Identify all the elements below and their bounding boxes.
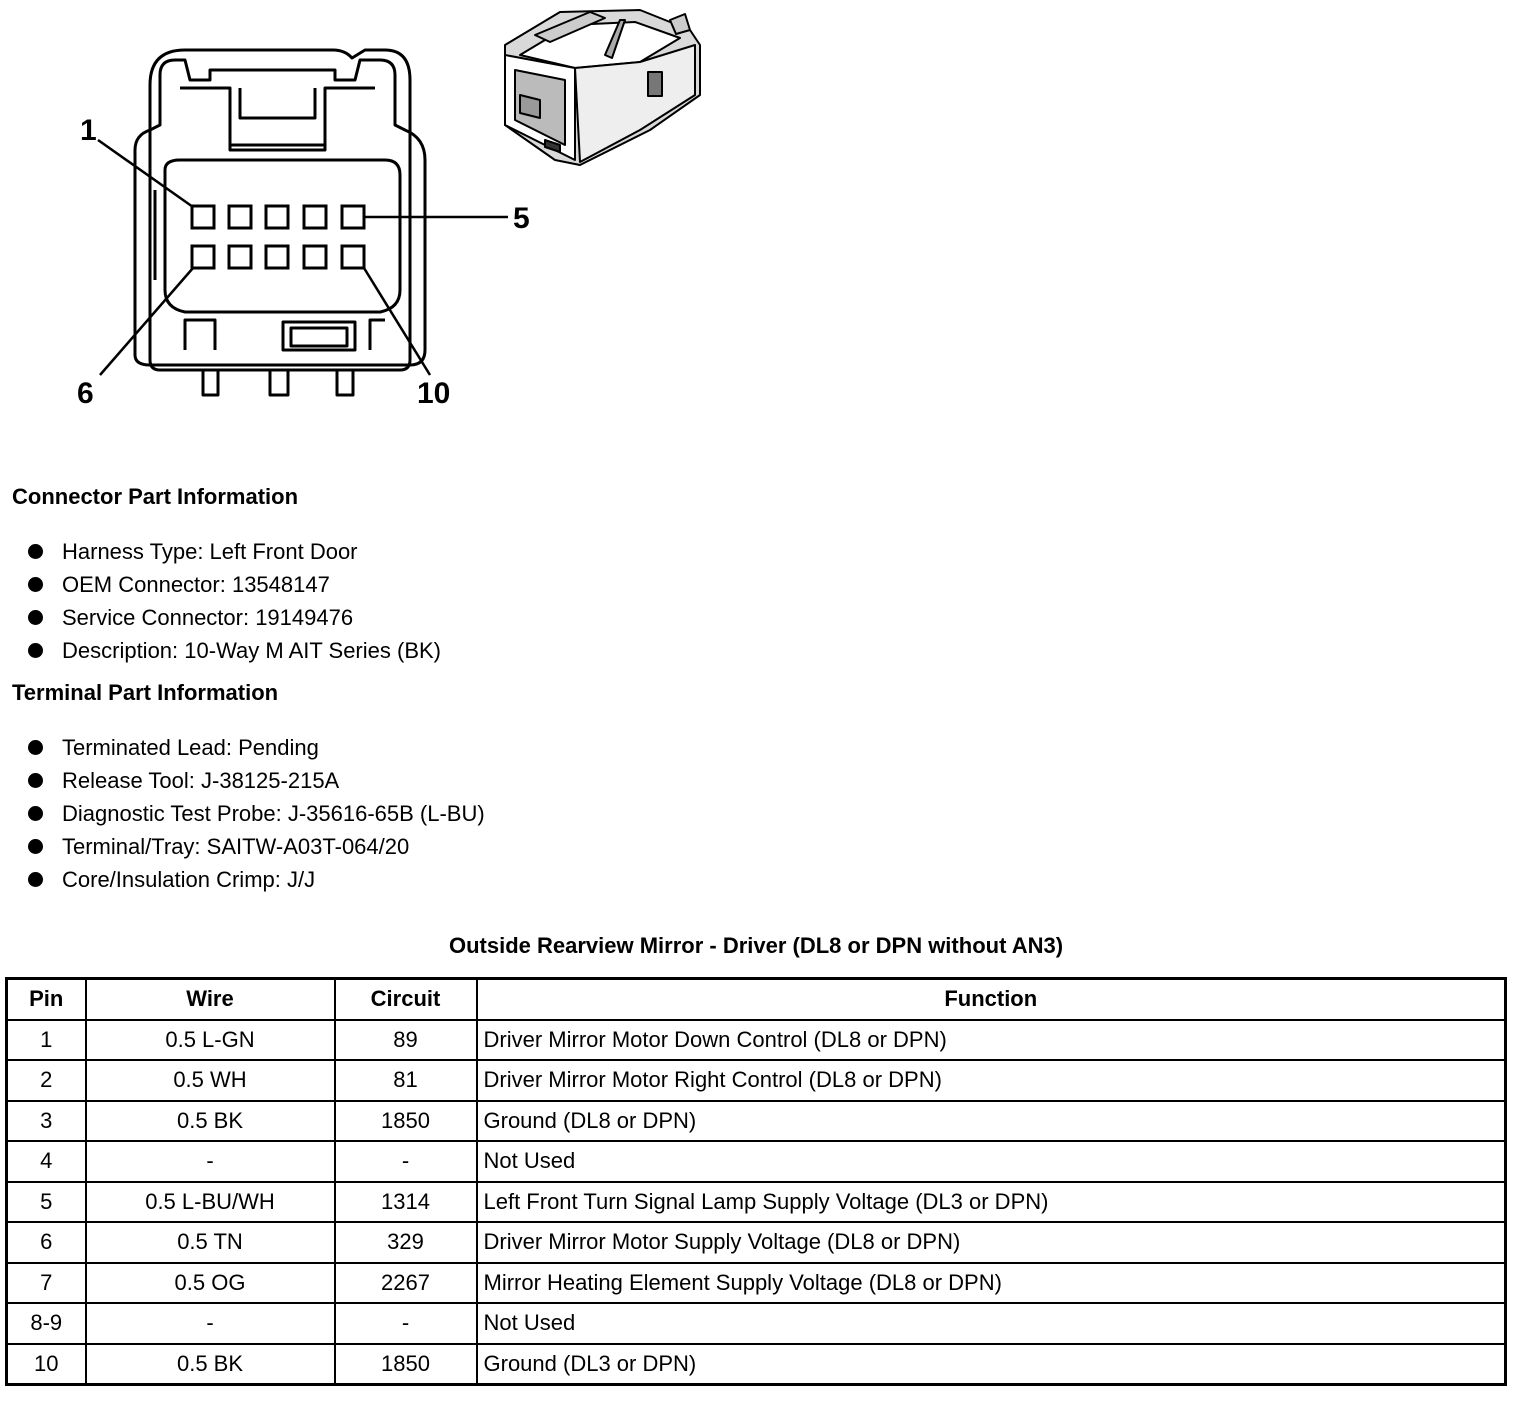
connector-face-drawing bbox=[0, 0, 760, 450]
pin-label-1: 1 bbox=[80, 114, 97, 147]
wire-cell: 0.5 BK bbox=[86, 1101, 335, 1142]
pin-cell: 1 bbox=[7, 1020, 86, 1061]
terminal-cavity-10 bbox=[342, 246, 364, 268]
pin-cell: 3 bbox=[7, 1101, 86, 1142]
function-cell: Mirror Heating Element Supply Voltage (DL8 or DPN) bbox=[477, 1263, 1506, 1304]
function-cell: Not Used bbox=[477, 1141, 1506, 1182]
list-item: Terminated Lead: Pending bbox=[28, 731, 485, 764]
wire-cell: 0.5 BK bbox=[86, 1344, 335, 1385]
column-header-pin: Pin bbox=[7, 979, 86, 1020]
circuit-cell: - bbox=[335, 1141, 477, 1182]
circuit-cell: 89 bbox=[335, 1020, 477, 1061]
table-row bbox=[7, 1060, 1506, 1101]
terminal-cavity-6 bbox=[192, 246, 214, 268]
terminal-cavity-3 bbox=[266, 206, 288, 228]
bullet-icon bbox=[28, 643, 43, 658]
list-item: Core/Insulation Crimp: J/J bbox=[28, 863, 485, 896]
wire-cell: 0.5 L-BU/WH bbox=[86, 1182, 335, 1223]
table-row bbox=[7, 1222, 1506, 1263]
circuit-cell: 1850 bbox=[335, 1101, 477, 1142]
table-row bbox=[7, 1020, 1506, 1061]
connector-diagram bbox=[0, 0, 760, 450]
function-cell: Ground (DL8 or DPN) bbox=[477, 1101, 1506, 1142]
function-cell: Driver Mirror Motor Supply Voltage (DL8 or DPN) bbox=[477, 1222, 1506, 1263]
pin-cell: 6 bbox=[7, 1222, 86, 1263]
list-item: Terminal/Tray: SAITW-A03T-064/20 bbox=[28, 830, 485, 863]
leader-line-1 bbox=[98, 140, 193, 207]
bullet-icon bbox=[28, 773, 43, 788]
pin-cell: 10 bbox=[7, 1344, 86, 1385]
wire-cell: 0.5 L-GN bbox=[86, 1020, 335, 1061]
function-cell: Left Front Turn Signal Lamp Supply Voltage (DL3 or DPN) bbox=[477, 1182, 1506, 1223]
circuit-cell: - bbox=[335, 1303, 477, 1344]
circuit-cell: 1850 bbox=[335, 1344, 477, 1385]
circuit-cell: 1314 bbox=[335, 1182, 477, 1223]
table-row bbox=[7, 1303, 1506, 1344]
terminal-cavity-8 bbox=[266, 246, 288, 268]
terminal-cavity-2 bbox=[229, 206, 251, 228]
bullet-icon bbox=[28, 610, 43, 625]
terminal-part-info-heading: Terminal Part Information bbox=[12, 680, 279, 705]
circuit-cell: 81 bbox=[335, 1060, 477, 1101]
connector-part-info-list bbox=[28, 535, 441, 667]
list-item: OEM Connector: 13548147 bbox=[28, 568, 441, 601]
column-header-function: Function bbox=[477, 979, 1506, 1020]
bullet-icon bbox=[28, 839, 43, 854]
cavity bbox=[165, 160, 400, 312]
list-item: Release Tool: J-38125-215A bbox=[28, 764, 485, 797]
list-item: Description: 10-Way M AIT Series (BK) bbox=[28, 634, 441, 667]
circuit-cell: 329 bbox=[335, 1222, 477, 1263]
wire-cell: 0.5 WH bbox=[86, 1060, 335, 1101]
table-row bbox=[7, 1263, 1506, 1304]
wire-cell: 0.5 OG bbox=[86, 1263, 335, 1304]
terminal-part-info-list bbox=[28, 731, 485, 896]
pin-label-5: 5 bbox=[513, 202, 530, 235]
terminal-cavity-4 bbox=[304, 206, 326, 228]
terminal-cavity-5 bbox=[342, 206, 364, 228]
wire-cell: - bbox=[86, 1141, 335, 1182]
pin-label-6: 6 bbox=[77, 377, 94, 410]
list-item: Service Connector: 19149476 bbox=[28, 601, 441, 634]
pin-cell: 7 bbox=[7, 1263, 86, 1304]
table-row bbox=[7, 1344, 1506, 1385]
table-row bbox=[7, 1141, 1506, 1182]
pinout-table bbox=[5, 977, 1507, 1386]
connector-part-info-heading: Connector Part Information bbox=[12, 484, 299, 509]
wire-cell: 0.5 TN bbox=[86, 1222, 335, 1263]
pin-label-10: 10 bbox=[417, 377, 451, 410]
bullet-icon bbox=[28, 577, 43, 592]
column-header-circuit: Circuit bbox=[335, 979, 477, 1020]
leader-line-6 bbox=[100, 268, 193, 375]
column-header-wire: Wire bbox=[86, 979, 335, 1020]
table-header-row bbox=[7, 979, 1506, 1020]
bottom-key-left bbox=[185, 320, 215, 350]
list-item: Harness Type: Left Front Door bbox=[28, 535, 441, 568]
bullet-icon bbox=[28, 806, 43, 821]
function-cell: Driver Mirror Motor Right Control (DL8 or DPN) bbox=[477, 1060, 1506, 1101]
function-cell: Not Used bbox=[477, 1303, 1506, 1344]
table-row bbox=[7, 1101, 1506, 1142]
table-row bbox=[7, 1182, 1506, 1223]
table-title: Outside Rearview Mirror - Driver (DL8 or DPN without AN3) bbox=[448, 933, 1064, 958]
terminal-cavity-1 bbox=[192, 206, 214, 228]
pin-cell: 8-9 bbox=[7, 1303, 86, 1344]
terminal-cavity-9 bbox=[304, 246, 326, 268]
bottom-key-right bbox=[370, 320, 385, 350]
connector-isometric-illustration bbox=[505, 10, 700, 165]
function-cell: Driver Mirror Motor Down Control (DL8 or DPN) bbox=[477, 1020, 1506, 1061]
pin-cell: 5 bbox=[7, 1182, 86, 1223]
bullet-icon bbox=[28, 872, 43, 887]
list-item: Diagnostic Test Probe: J-35616-65B (L-BU) bbox=[28, 797, 485, 830]
bullet-icon bbox=[28, 544, 43, 559]
pin-cell: 2 bbox=[7, 1060, 86, 1101]
pin-cell: 4 bbox=[7, 1141, 86, 1182]
bullet-icon bbox=[28, 740, 43, 755]
terminal-cavity-7 bbox=[229, 246, 251, 268]
wire-cell: - bbox=[86, 1303, 335, 1344]
function-cell: Ground (DL3 or DPN) bbox=[477, 1344, 1506, 1385]
circuit-cell: 2267 bbox=[335, 1263, 477, 1304]
